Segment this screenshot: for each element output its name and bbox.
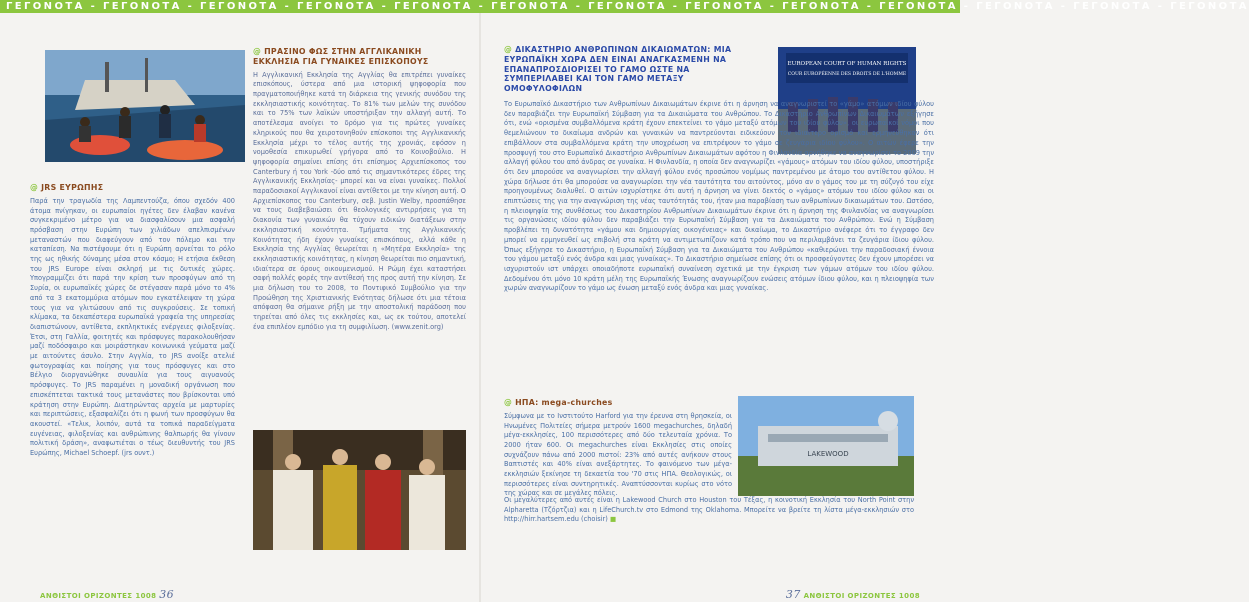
court-sign-en: EUROPEAN COURT OF HUMAN RIGHTS — [787, 61, 907, 67]
court-body-top — [504, 100, 934, 294]
megachurch-article — [504, 398, 732, 499]
court-heading: @ ΔΙΚΑΣΤΗΡΙΟ ΑΝΘΡΩΠΙΝΩΝ ΔΙΚΑΙΩΜΑΤΩΝ: ΜΙΑ ΕΥΡΩΠΑΪΚΗ ΧΩΡΑ ΔΕΝ ΕΙΝΑΙ ΑΝΑΓΚΑΣΜΕΝΗ ΝΑ ΕΠΑΝΑΠΡΟΣΔΙΟΡΙΣΕΙ ΤΟ ΓΑΜΟ ΩΣΤΕ ΝΑ ΣΥΜΠΕΡΙΛΑΒΕΙ ΚΑΙ ΤΟΝ ΓΑΜΟ ΜΕΤΑΞΥ ΟΜΟΦΥΛΟΦΙΛΩΝ — [504, 45, 732, 94]
page-divider — [479, 13, 481, 602]
jrs-body: Παρά την τραγωδία της Λαμπεντούζα, όπου σχεδόν 400 άτομα πνίγηκαν, οι ευρωπαίοι ηγέτες δεν έλαβαν κανένα συγκεκριμένο μέτρο για να διασφαλίσουν μια ασφαλή πρόσβαση στην Ευρώπη των χιλιάδων απελπισμένων μεταναστών που διαφεύγουν από τον πόλεμο και την καταπίεση. Να πιστέψουμε ότι η Ευρώπη αρνείται το ρόλο της ως ηθικής δύναμης μέσα στον κόσμο; Η ετήσια έκθεση του JRS Europe είναι σκληρή με τις δυτικές χώρες. Υπογραμμίζει ότι παρά την κρίση των προσφύγων από τη Συρία, οι ευρωπαϊκές χώρες δε στέγασαν παρά μόνο το 4% από τα 3 εκατομμύρια ατόμων που εγκατέλειψαν τη χώρα τους για να γλιτώσουν από τις συγκρούσεις. Σε τοπική κλίμακα, τα δεκαπέστερα ευρωπαϊκά γραφεία της υπηρεσίας διαπιστώνουν, αντίθετα, εκπληκτικές ενέργειες φιλοξενίας. Έτσι, στη Γαλλία, φοιτητές και πρόσφυγες παρακολουθήσαν μαζί ποδόσφαιρο και μοιράστηκαν κοινωνικά γεύματα μαζί με αιτούντες άσυλο. Στην Αγγλία, το JRS ανοίξε ατελιέ φωτογραφίας και ποίησης για τους πρόσφυγες και στο Βέλγιο διοργανώθηκε συναυλία για τους αιγυανούς πρόσφυγες. Το JRS παραμένει η μοναδική οργάνωση που επισκέπτεται τακτικά τους μετανάστες που βρίσκονται υπό κράτηση στην Ευρώπη. Διατηρώντας αρχεία με μαρτυρίες και περιπτώσεις, εξασφαλίζει ότι η φωνή των προσφύγων θα ακουστεί. «Τελικ, λοιπόν, αυτά τα τοπικά παραδείγματα ευγένειας, φιλοξενίας και ανθρώπινης θαλπωρής θα γίνουν πολιτική δράση», αναφωτιέται ο τέως διευθυντής του JRS Ευρώπης, Michael Schoepf. (jrs ουντ.) — [30, 196, 235, 458]
bullet-icon: @ — [30, 183, 39, 192]
top-banner — [0, 0, 1249, 13]
anglican-body: Η Αγγλικανική Εκκλησία της Αγγλίας θα επιτρέπει γυναίκες επισκόπους, ύστερα από μια ιστορική ψηφοφορία που πραγματοποιήθηκε κατά τη διάρκεια της γενικής συνόδου της εκκλησιαστικής κοινότητας. Το 81% των μελών της συνόδου και το 75% των λαϊκών υποστήριξαν την αλλαγή αυτή. Το αποτέλεσμα ανοίγει το δρόμο για τις πρώτες γυναίκες κληρικούς που θα χειροτονηθούν επίσκοποι της Αγγλικανικής Εκκλησία μέχρι το τέλος αυτής της χρονιάς, εφόσον η νομοθεσία επικυρωθεί γρήγορα από το Κοινοβούλιο. Η ψηφοφορία σημαίνει επίσης ότι επίσημος Αρχιεπίσκοπος του Canterbury ή του York -δύο από τις σημαντικότερες έδρες της Αγγλικανικής Εκκλησίας- μπορεί και να είναι γυναίκες. Πολλοί παραδοσιακοί Αγγλικανοί είναι αντίθετοι με την κίνηση αυτή. Ο Αρχιεπίσκοπος του Canterbury, σεβ. Justin Welby, προσπάθησε να τους διαβεβαιώσει ότι θεολογικές αντιρρήσεις για τη διακονία των γυναικών θα τύχουν ειδικών διατάξεων στην εκκλησιαστική κοινότητα. Τμήματα της Αγγλικανικής Κοινότητας ήδη έχουν γυναίκες επισκόπους, αλλά κάθε η Εκκλησία της Αγγλίας θεωρείται η «Μητέρα Εκκλησία» της εκκλησιαστικής κοινότητας, η κίνηση θεωρείται πιο σημαντική, ιδιαίτερα σε όρους οικουμενισμού. Η Ρώμη έχει καταστήσει σαφή πολλές φορές την αντίθεσή της προς αυτή την κίνηση. Σε μια δήλωση του το 2008, το Ποντιφικό Συμβούλιο για την Προώθηση της Χριστιανικής Ενότητας δήλωσε ότι μια τέτοια απόφαση θα σήμαινε ρήξη με την αποστολική παράδοση που τηρείται από όλες τις εκκλησίες και, ως εκ τούτου, αποτελεί ένα επιπλέον εμπόδιο για τη συμφιλίωση. (www.zenit.org) — [253, 70, 466, 331]
boat-photo — [45, 50, 245, 162]
court-body: Το Ευρωπαϊκό Δικαστήριο των Ανθρωπίνων Δικαιωμάτων έκρινε ότι η άρνηση να αναγνωριστεί το «γάμο» ατόμων ιδίου φύλου δεν παραβιάζει την Ευρωπαϊκή Σύμβαση για τα Δικαιώματα του Ανθρώπου. Το Δικαστήριο Ανθρωπίνων Δικαιωμάτων εξήγησε ότι, ενώ «ορισμένα συμβαλλόμενα κράτη έχουν επεκτείνει το γάμο μεταξύ ατόμων του ιδίου φύλου», οι ευρωπαϊκοί νόμοι που θεμελιώνουν το δικαίωμα ανδρών και γυναικών να παντρεύονται ειδικεύουν τον ιδιαίτερο ορισμό και ερμηνεύθηκαν ότι επιβάλλουν στα συμβαλλόμενα κράτη την υποχρέωση να επιτρέψουν το γάμο σε ζευγάρια ιδίου φύλου». Ο αιτών έφερε την προσφυγή του στο Ευρωπαϊκό Δικαστήριο Ανθρωπίνων Δικαιωμάτων αφότου η Φινλανδία αρνήθηκε να αναγνωρίσει το 2009 την αλλαγή φύλου του από άνδρας σε γυναίκα. Η Φινλανδία, η οποία δεν αναγνωρίζει «γάμους» ατόμων του ιδίου φύλου, υποστήριξε ότι δεν μπορούσε να αναγνωρίσει την αλλαγή φύλου ενός προσώπου νομίμως παντρεμένου με άτομο του αντίθετου φύλου. Η χώρα δήλωσε ότι θα μπορούσε να αναγνωρίσει την νέα ταυτότητα του αιτούντος, μόνο αν ο γάμος του με τη σύζυγό του είχε προηγουμένως διαλυθεί. Ο αιτών ισχυρίστηκε ότι αυτή η άρνηση να γίνει δεκτός ο «γάμος» ατόμων του ιδίου φύλου και οι επιπτώσεις της για την αναγνώριση της νέας ταυτότητάς του, ήταν μια παραβίαση των ανθρωπίνων δικαιωμάτων του. Ωστόσο, η πλειοψηφία της συνθέσεως του Δικαστηρίου Ανθρωπίνων Δικαιωμάτων έκρινε ότι η άρνηση της Φινλανδίας να αναγνωρίσει τις οργανώσεις ιδίου φύλου δεν παραβιάζει την Ευρωπαϊκή Σύμβαση για τα Δικαιώματα του Ανθρώπου. Ενώ η Σύμβαση προβλέπει τη δυνατότητα «γάμου και δημιουργίας οικογένειας» και δικαίωμα, το Δικαστήριο ανέφερε ότι το έγγραφο δεν μπορεί να ερμηνευθεί ως επιβολή στα κράτη να αντιμετωπίζουν κατά τρόπο που να περιλαμβάνει τα ζευγάρια ίδιου φύλου. Όπως εξήγησε το Δικαστήριο, η Ευρωπαϊκή Σύμβαση για τα Δικαιώματα του Ανθρώπου «καθιερώνει την παραδοσιακή έννοια του γάμου μεταξύ ενός άνδρα και μιας γυναίκας». Το Δικαστήριο σημείωσε επίσης ότι οι προσφεύγοντες δεν έχουν μπορέσει να ισχυριστούν ιστ υπάρχει οποιαδήποτε ευρωπαϊκή συναίνεση σχετικά με την έγκριση των γάμων ατόμων του ιδίου φύλου. Δεδομένου ότι μόνο 10 κράτη μέλη της Ευρωπαϊκής Ένωσης αναγνωρίζουν ενώσεις ατόμων ίδιου φύλου, και η πλειοψηφία των χωρών αναγνωρίζουν το γάμο ως ένωση μεταξύ ενός άνδρα και μιας γυναίκας. — [504, 100, 934, 293]
bullet-icon: @ — [504, 398, 513, 407]
end-mark-icon: ■ — [609, 515, 617, 524]
court-sign-fr: COUR EUROPÉENNE DES DROITS DE L'HOMME — [787, 72, 907, 77]
jrs-heading: @ JRS ΕΥΡΩΠΗΣ — [30, 183, 104, 192]
page-number-right: 37 — [785, 588, 801, 601]
footer-right-label: ΑΝΘΙΣΤΟΙ ΟΡΙΖΟΝΤΕΣ 1008 — [803, 592, 920, 600]
footer-right — [786, 588, 920, 601]
megachurch-body: Σύμφωνα με το Ινστιτούτο Harford για την έρευνα στη θρησκεία, οι Ηνωμένες Πολιτείες σήμερα μετρούν 1600 megachurches, δηλαδή μέγα-εκκλησίες, 100 περισσότερες από δύο τελευταία χρόνια. Το 2000 ήταν 600. Οι megachurches είναι Εκκλησίες στις οποίες συχνάζουν πάνω από 2000 πιστοί: 23% από αυτές ανήκουν στους Βαπτιστές και 40% είναι ανεξάρτητες. Το φαινόμενο των μέγα-εκκλησιών ξεκίνησε τη δεκαετία του '70 στις ΗΠΑ. Θεολογικώς, οι περισσότερες είναι συντηρητικές. Αναπτύσσονται κυρίως στο νότο της χώρας και σε μεγάλες πόλεις. — [504, 411, 732, 498]
jrs-article — [30, 183, 235, 459]
footer-left — [40, 588, 174, 601]
megachurch-body-2: Οι μεγαλύτερες από αυτές είναι η Lakewood Church στο Houston του Τέξας, η κοινοτική Εκκλησία του North Point στην Alpharetta (Τζόρτζια) και η LifeChurch.tv στο Edmond της Oklahoma. Μπορείτε να βρείτε τη λίστα μέγα-εκκλησιών στο http://hirr.hartsem.edu (choisir) — [504, 496, 914, 524]
megachurch-photo — [738, 396, 914, 496]
megachurch-continued — [504, 496, 914, 525]
footer-left-label: ΑΝΘΙΣΤΟΙ ΟΡΙΖΟΝΤΕΣ 1008 — [40, 592, 157, 600]
church-ceremony-photo — [253, 430, 466, 550]
church-sign: LAKEWOOD — [807, 450, 849, 458]
bullet-icon: @ — [504, 45, 513, 54]
banner-text: ΓΕΓΟΝΟΤΑ - ΓΕΓΟΝΟΤΑ - ΓΕΓΟΝΟΤΑ - ΓΕΓΟΝΟΤΑ - ΓΕΓΟΝΟΤΑ - ΓΕΓΟΝΟΤΑ - ΓΕΓΟΝΟΤΑ - ΓΕΓΟΝΟΤΑ - ΓΕΓΟΝΟΤΑ - ΓΕΓΟΝΟΤΑ - ΓΕΓΟΝΟΤΑ - ΓΕΓΟΝΟΤΑ - ΓΕΓΟΝΟΤΑ — [6, 1, 1249, 12]
page-number-left: 36 — [159, 588, 175, 601]
bullet-icon: @ — [253, 47, 262, 56]
anglican-article — [253, 47, 466, 333]
megachurch-heading: @ ΗΠΑ: mega-churches — [504, 398, 613, 407]
anglican-heading: @ ΠΡΑΣΙΝΟ ΦΩΣ ΣΤΗΝ ΑΓΓΛΙΚΑΝΙΚΗ ΕΚΚΛΗΣΙΑ ΓΙΑ ΓΥΝΑΙΚΕΣ ΕΠΙΣΚΟΠΟΥΣ — [253, 47, 429, 66]
